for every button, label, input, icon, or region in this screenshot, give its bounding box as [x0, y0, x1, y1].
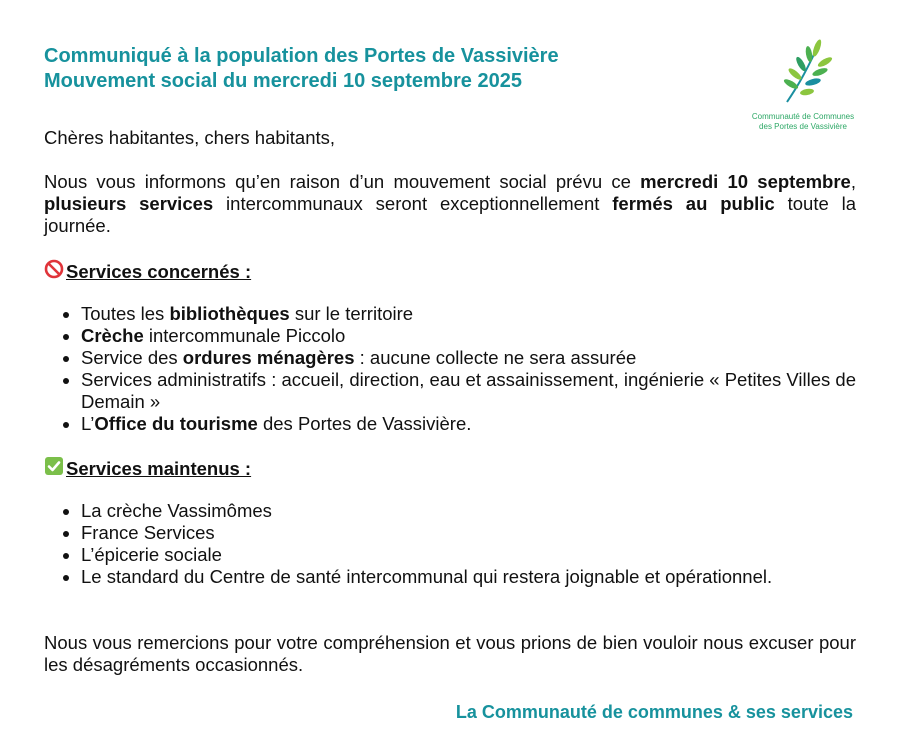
intro-bold-date: mercredi 10 septembre	[640, 171, 851, 192]
open-services-heading-text: Services maintenus :	[66, 457, 252, 479]
list-item	[81, 413, 856, 435]
logo-text-line-1: Communauté de Communes	[751, 112, 855, 121]
list-item-text: L’	[81, 413, 95, 434]
list-item	[81, 303, 856, 325]
intro-bold-services: plusieurs services	[44, 193, 214, 214]
list-item-bold: Office du tourisme	[94, 413, 258, 434]
list-item-text: Toutes les	[81, 303, 170, 324]
leaf-logo-icon	[773, 38, 833, 108]
list-item-bold: bibliothèques	[169, 303, 290, 324]
list-item-text: Service des	[81, 347, 183, 368]
prohibited-icon	[44, 259, 64, 284]
open-services-heading	[44, 456, 251, 481]
list-item	[81, 325, 856, 347]
list-item: • Le standard du Centre de santé intercommunal qui restera joignable et opérationnel.	[81, 566, 856, 588]
closed-services-heading-text: Services concernés :	[66, 260, 252, 282]
list-item-bold: Crèche	[81, 325, 144, 346]
list-item	[81, 347, 856, 369]
list-item-text: des Portes de Vassivière.	[257, 413, 472, 434]
list-item-text: sur le territoire	[289, 303, 414, 324]
title-line-1: Communiqué à la population des Portes de Vassivière	[44, 45, 559, 67]
header	[44, 44, 856, 94]
intro-bold-closed: fermés au public	[612, 193, 775, 214]
signature: La Communauté de communes & ses services	[455, 702, 853, 722]
list-item-text: intercommunale Piccolo	[143, 325, 346, 346]
list-item-text: Services administratifs : accueil, direction, eau et assainissement, ingénierie « Petites Villes de Demain »	[81, 369, 856, 412]
logo-text-line-2: des Portes de Vassivière	[759, 122, 847, 131]
greeting: Chères habitantes, chers habitants,	[44, 127, 336, 148]
list-item	[81, 369, 856, 413]
list-item: • La crèche Vassimômes	[81, 500, 856, 522]
open-services-list	[44, 500, 856, 588]
list-item-bold: ordures ménagères	[182, 347, 355, 368]
logo	[748, 38, 858, 138]
closing-paragraph: Nous vous remercions pour votre compréhension et vous prions de bien vouloir nous excuser pour les désagréments occasionnés.	[44, 632, 856, 675]
list-item-text: : aucune collecte ne sera assurée	[354, 347, 637, 368]
intro-text-2: ,	[850, 171, 856, 192]
intro-text-3: intercommunaux seront exceptionnellement	[213, 193, 613, 214]
intro-paragraph	[44, 171, 856, 237]
intro-text-4: toute la journée.	[44, 193, 857, 236]
list-item: • L’épicerie sociale	[81, 544, 856, 566]
check-icon	[44, 456, 64, 481]
intro-text-1: Nous vous informons qu’en raison d’un mouvement social prévu ce	[44, 171, 641, 192]
list-item: • France Services	[81, 522, 856, 544]
closed-services-list	[44, 303, 856, 435]
closed-services-heading	[44, 259, 251, 284]
title-line-2: Mouvement social du mercredi 10 septembre 2025	[44, 70, 522, 92]
